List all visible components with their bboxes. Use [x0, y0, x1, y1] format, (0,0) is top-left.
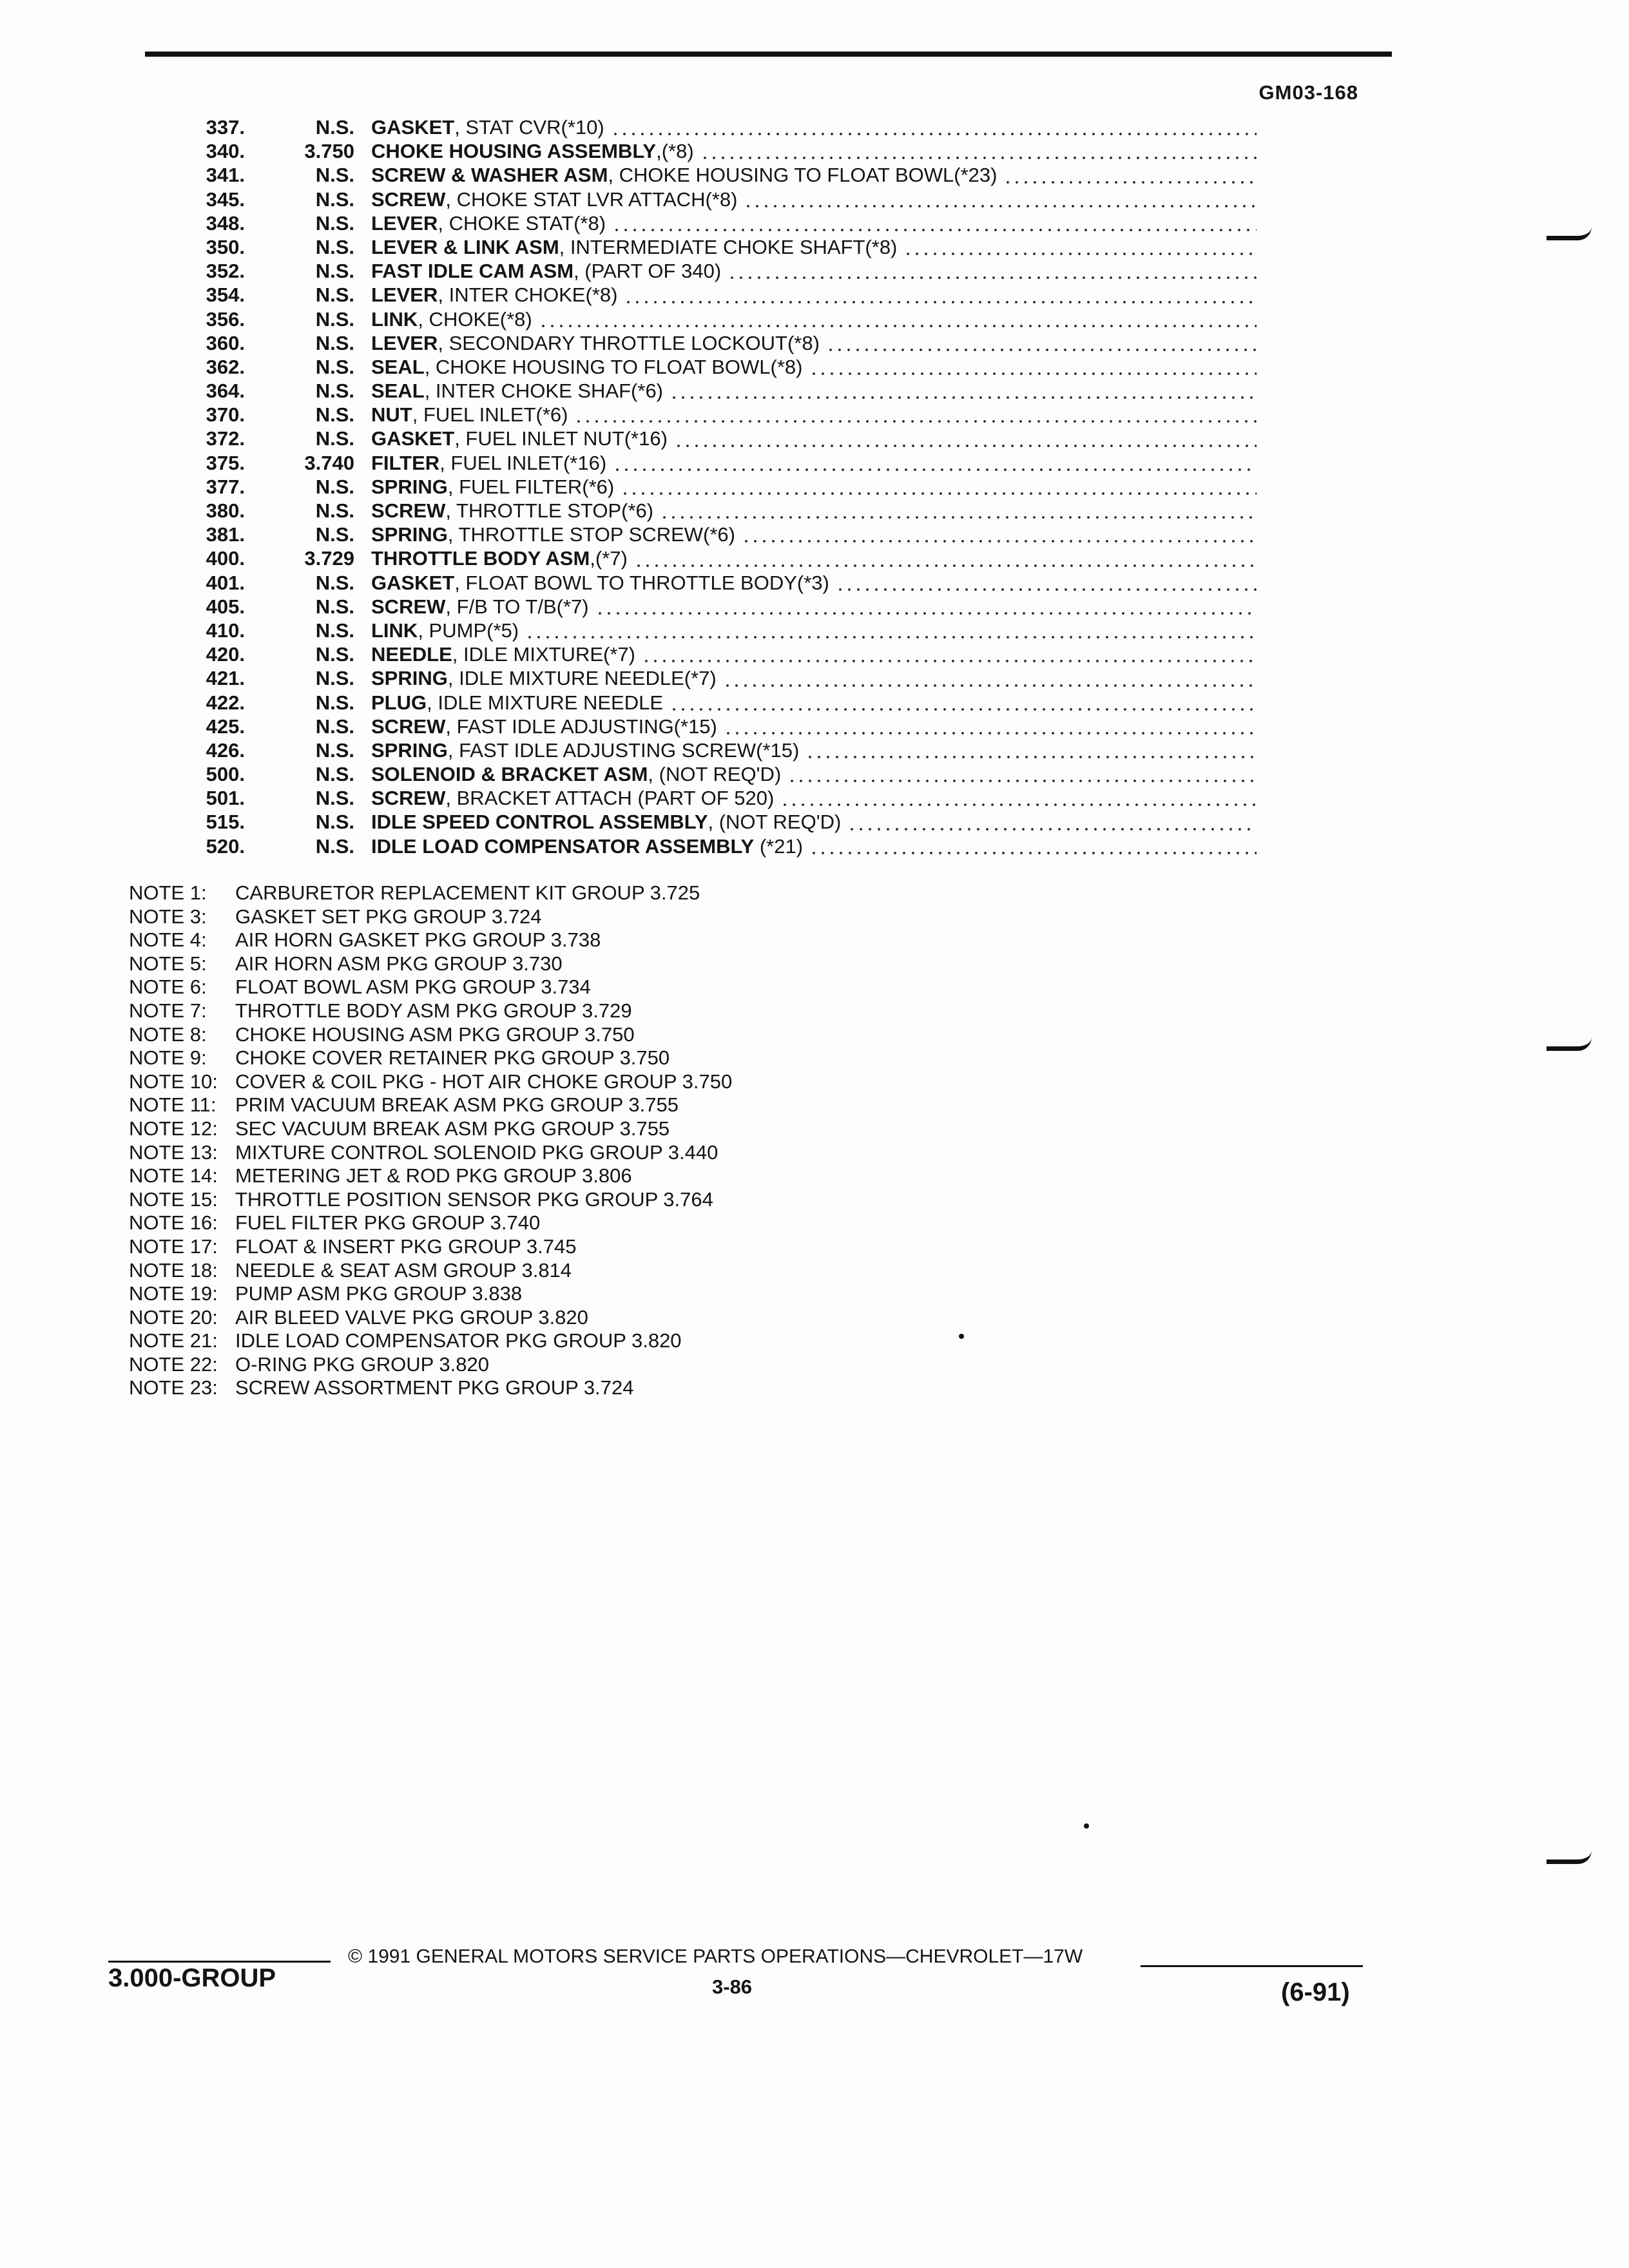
part-group-number: N.S.: [315, 331, 354, 354]
note-row: [129, 1306, 732, 1330]
part-group-number: N.S.: [315, 427, 354, 450]
note-row: [129, 1376, 732, 1400]
part-description: [371, 595, 595, 619]
note-row: [129, 1188, 732, 1212]
dot-leader: [826, 349, 1257, 351]
part-row: [161, 619, 1257, 643]
note-label: NOTE 22:: [129, 1352, 218, 1376]
note-text: SCREW ASSORTMENT PKG GROUP 3.724: [235, 1376, 634, 1399]
note-label: NOTE 21:: [129, 1329, 218, 1352]
part-group-number: N.S.: [315, 619, 354, 642]
note-text: SEC VACUUM BREAK ASM PKG GROUP 3.755: [235, 1117, 670, 1140]
part-description: [371, 643, 642, 666]
note-row: [129, 1211, 732, 1235]
part-description: [371, 260, 728, 283]
dot-leader: [836, 588, 1257, 591]
part-ref-number: 380.: [206, 499, 245, 522]
part-group-number: N.S.: [315, 595, 354, 618]
dot-leader: [809, 372, 1257, 375]
part-detail: , THROTTLE STOP(*6): [445, 499, 654, 522]
part-name: SPRING: [371, 475, 448, 498]
part-row: [161, 763, 1257, 787]
dot-leader: [809, 852, 1257, 854]
part-ref-number: 350.: [206, 235, 245, 258]
part-description: [371, 476, 621, 499]
part-ref-number: 348.: [206, 211, 245, 235]
part-row: [161, 787, 1257, 811]
note-text: CHOKE HOUSING ASM PKG GROUP 3.750: [235, 1023, 635, 1046]
parts-list: [161, 116, 1257, 859]
part-ref-number: 425.: [206, 715, 245, 738]
part-detail: , INTER CHOKE(*8): [438, 284, 618, 307]
dot-leader: [525, 636, 1257, 639]
dot-leader: [674, 445, 1257, 447]
part-group-number: N.S.: [315, 643, 354, 666]
part-detail: , THROTTLE STOP SCREW(*6): [447, 523, 735, 546]
note-row: [129, 1141, 732, 1165]
dot-leader: [780, 803, 1257, 806]
note-row: [129, 1259, 732, 1283]
note-text: PUMP ASM PKG GROUP 3.838: [235, 1282, 523, 1305]
part-ref-number: 354.: [206, 284, 245, 307]
part-ref-number: 356.: [206, 307, 245, 331]
part-name: SCREW: [371, 499, 446, 522]
part-detail: , (PART OF 340): [574, 260, 722, 283]
note-label: NOTE 3:: [129, 905, 207, 928]
footer-group-label: 3.000-GROUP: [108, 1964, 276, 1992]
part-detail: (*21): [754, 834, 804, 858]
dot-leader: [847, 828, 1257, 831]
part-description: [371, 835, 809, 858]
note-label: NOTE 6:: [129, 975, 207, 999]
part-description: [371, 188, 744, 211]
part-name: CHOKE HOUSING ASSEMBLY: [371, 140, 657, 163]
note-label: NOTE 7:: [129, 999, 207, 1022]
part-group-number: N.S.: [315, 355, 354, 378]
dot-leader: [744, 205, 1257, 207]
part-ref-number: 362.: [206, 355, 245, 378]
part-name: SPRING: [371, 738, 448, 762]
note-row: [129, 928, 732, 952]
note-text: CARBURETOR REPLACEMENT KIT GROUP 3.725: [235, 881, 700, 904]
scan-speck: [1084, 1823, 1089, 1829]
note-text: MIXTURE CONTROL SOLENOID PKG GROUP 3.440: [235, 1140, 718, 1164]
part-row: [161, 835, 1257, 859]
note-label: NOTE 16:: [129, 1211, 218, 1235]
note-label: NOTE 5:: [129, 952, 207, 975]
note-label: NOTE 9:: [129, 1046, 207, 1070]
part-detail: , FUEL INLET NUT(*16): [454, 427, 668, 450]
part-ref-number: 400.: [206, 547, 245, 570]
binder-mark: [1547, 1037, 1592, 1051]
part-row: [161, 356, 1257, 380]
part-detail: , FAST IDLE ADJUSTING(*15): [445, 715, 717, 738]
part-description: [371, 332, 826, 355]
part-description: [371, 452, 613, 475]
part-ref-number: 341.: [206, 164, 245, 187]
dot-leader: [642, 660, 1257, 662]
part-description: [371, 356, 809, 379]
part-ref-number: 421.: [206, 667, 245, 690]
note-text: THROTTLE BODY ASM PKG GROUP 3.729: [235, 999, 632, 1022]
part-group-number: 3.750: [304, 140, 354, 163]
part-group-number: N.S.: [315, 571, 354, 594]
part-description: [371, 284, 624, 307]
note-text: FUEL FILTER PKG GROUP 3.740: [235, 1211, 541, 1235]
part-group-number: N.S.: [315, 284, 354, 307]
part-name: GASKET: [371, 571, 455, 594]
part-group-number: N.S.: [315, 834, 354, 858]
note-text: COVER & COIL PKG - HOT AIR CHOKE GROUP 3.750: [235, 1070, 733, 1093]
part-ref-number: 337.: [206, 116, 245, 139]
part-row: [161, 212, 1257, 236]
note-text: FLOAT & INSERT PKG GROUP 3.745: [235, 1235, 577, 1258]
dot-leader: [612, 229, 1257, 231]
part-detail: , FLOAT BOWL TO THROTTLE BODY(*3): [454, 571, 829, 594]
note-row: [129, 1164, 732, 1188]
dot-leader: [903, 253, 1257, 255]
part-detail: , STAT CVR(*10): [454, 116, 604, 139]
dot-leader: [574, 420, 1257, 423]
part-detail: ,(*8): [656, 140, 694, 163]
part-detail: , IDLE MIXTURE NEEDLE(*7): [447, 667, 717, 690]
part-name: FILTER: [371, 451, 440, 474]
part-detail: , INTERMEDIATE CHOKE SHAFT(*8): [559, 235, 898, 258]
part-group-number: N.S.: [315, 164, 354, 187]
part-group-number: N.S.: [315, 523, 354, 546]
part-description: [371, 236, 903, 259]
dot-leader: [700, 157, 1257, 159]
note-label: NOTE 20:: [129, 1305, 218, 1329]
part-group-number: N.S.: [315, 811, 354, 834]
note-row: [129, 999, 732, 1023]
part-description: [371, 427, 674, 450]
part-detail: , CHOKE STAT(*8): [438, 211, 606, 235]
part-description: [371, 212, 612, 235]
part-ref-number: 370.: [206, 403, 245, 427]
part-group-number: N.S.: [315, 260, 354, 283]
part-name: LEVER: [371, 284, 438, 307]
part-row: [161, 667, 1257, 691]
part-detail: , FUEL INLET(*6): [412, 403, 568, 427]
part-description: [371, 547, 634, 570]
part-detail: , PUMP(*5): [418, 619, 519, 642]
part-ref-number: 410.: [206, 619, 245, 642]
part-detail: , FAST IDLE ADJUSTING SCREW(*15): [447, 738, 800, 762]
note-row: [129, 1070, 732, 1094]
part-description: [371, 403, 574, 427]
dot-leader: [670, 396, 1257, 399]
dot-leader: [670, 708, 1257, 711]
part-group-number: N.S.: [315, 499, 354, 522]
part-name: SEAL: [371, 355, 425, 378]
part-description: [371, 691, 670, 715]
note-label: NOTE 15:: [129, 1187, 218, 1211]
part-row: [161, 332, 1257, 356]
note-row: [129, 1235, 732, 1259]
dot-leader: [724, 732, 1257, 735]
note-row: [129, 952, 732, 976]
part-ref-number: 340.: [206, 140, 245, 163]
part-description: [371, 811, 847, 834]
note-label: NOTE 12:: [129, 1117, 218, 1140]
part-row: [161, 499, 1257, 523]
part-ref-number: 381.: [206, 523, 245, 546]
part-detail: , BRACKET ATTACH (PART OF 520): [445, 787, 775, 810]
dot-leader: [723, 684, 1257, 687]
part-row: [161, 427, 1257, 451]
dot-leader: [742, 540, 1257, 543]
note-row: [129, 1353, 732, 1377]
note-row: [129, 881, 732, 905]
note-text: GASKET SET PKG GROUP 3.724: [235, 905, 542, 928]
part-row: [161, 140, 1257, 164]
part-row: [161, 572, 1257, 595]
part-detail: , INTER CHOKE SHAF(*6): [424, 380, 664, 403]
footer-date: (6-91): [1281, 1978, 1350, 2006]
note-text: CHOKE COVER RETAINER PKG GROUP 3.750: [235, 1046, 670, 1070]
part-ref-number: 364.: [206, 380, 245, 403]
part-name: PLUG: [371, 691, 427, 714]
part-detail: , IDLE MIXTURE(*7): [452, 643, 635, 666]
part-row: [161, 691, 1257, 715]
note-text: FLOAT BOWL ASM PKG GROUP 3.734: [235, 975, 591, 999]
part-name: LINK: [371, 619, 418, 642]
part-group-number: N.S.: [315, 187, 354, 211]
part-ref-number: 360.: [206, 331, 245, 354]
part-row: [161, 236, 1257, 260]
part-group-number: N.S.: [315, 667, 354, 690]
part-row: [161, 715, 1257, 739]
note-row: [129, 1329, 732, 1353]
part-name: FAST IDLE CAM ASM: [371, 260, 574, 283]
note-text: AIR HORN GASKET PKG GROUP 3.738: [235, 928, 601, 952]
part-name: SCREW: [371, 787, 446, 810]
part-description: [371, 667, 723, 690]
part-name: SCREW: [371, 595, 446, 618]
dot-leader: [539, 325, 1257, 327]
part-row: [161, 164, 1257, 187]
scan-speck: [959, 1334, 964, 1339]
part-description: [371, 116, 611, 139]
footer-copyright: © 1991 GENERAL MOTORS SERVICE PARTS OPERATIONS—CHEVROLET—17W: [348, 1946, 1083, 1967]
part-name: SCREW: [371, 187, 446, 211]
part-detail: , F/B TO T/B(*7): [445, 595, 589, 618]
part-group-number: N.S.: [315, 738, 354, 762]
part-row: [161, 188, 1257, 212]
part-description: [371, 308, 539, 331]
part-name: THROTTLE BODY ASM: [371, 547, 590, 570]
dot-leader: [660, 516, 1257, 519]
part-name: SCREW & WASHER ASM: [371, 164, 608, 187]
binder-mark: [1547, 1850, 1592, 1864]
part-description: [371, 523, 742, 546]
dot-leader: [624, 301, 1257, 303]
part-detail: ,(*7): [590, 547, 628, 570]
note-label: NOTE 14:: [129, 1164, 218, 1187]
part-row: [161, 308, 1257, 332]
dot-leader: [634, 564, 1257, 567]
part-description: [371, 164, 1003, 187]
note-row: [129, 1023, 732, 1047]
part-ref-number: 520.: [206, 834, 245, 858]
part-row: [161, 739, 1257, 763]
note-label: NOTE 11:: [129, 1093, 217, 1117]
part-name: LEVER: [371, 211, 438, 235]
part-name: SEAL: [371, 380, 425, 403]
part-detail: , FUEL INLET(*16): [439, 451, 607, 474]
part-group-number: N.S.: [315, 787, 354, 810]
note-label: NOTE 18:: [129, 1258, 218, 1282]
dot-leader: [595, 612, 1257, 615]
note-label: NOTE 17:: [129, 1235, 218, 1258]
part-detail: , (NOT REQ'D): [648, 763, 782, 786]
part-group-number: 3.740: [304, 451, 354, 474]
part-ref-number: 405.: [206, 595, 245, 618]
dot-leader: [728, 276, 1257, 279]
part-row: [161, 523, 1257, 547]
part-group-number: N.S.: [315, 380, 354, 403]
part-name: IDLE SPEED CONTROL ASSEMBLY: [371, 811, 708, 834]
part-detail: , SECONDARY THROTTLE LOCKOUT(*8): [438, 331, 820, 354]
part-detail: , IDLE MIXTURE NEEDLE: [427, 691, 664, 714]
dot-leader: [611, 133, 1257, 135]
part-description: [371, 715, 724, 738]
note-label: NOTE 8:: [129, 1023, 207, 1046]
part-ref-number: 426.: [206, 738, 245, 762]
part-row: [161, 476, 1257, 499]
part-row: [161, 811, 1257, 834]
part-row: [161, 547, 1257, 571]
part-ref-number: 352.: [206, 260, 245, 283]
part-description: [371, 140, 700, 163]
footer-rule-right: [1141, 1965, 1363, 1967]
part-description: [371, 572, 836, 595]
part-ref-number: 501.: [206, 787, 245, 810]
top-rule: [145, 52, 1392, 57]
part-group-number: N.S.: [315, 715, 354, 738]
part-ref-number: 420.: [206, 643, 245, 666]
part-name: SOLENOID & BRACKET ASM: [371, 763, 648, 786]
note-text: PRIM VACUUM BREAK ASM PKG GROUP 3.755: [235, 1093, 679, 1117]
dot-leader: [1003, 181, 1257, 184]
note-label: NOTE 10:: [129, 1070, 218, 1093]
part-group-number: N.S.: [315, 403, 354, 427]
part-row: [161, 595, 1257, 619]
note-row: [129, 1117, 732, 1141]
dot-leader: [805, 756, 1257, 758]
part-group-number: N.S.: [315, 307, 354, 331]
dot-leader: [613, 468, 1257, 471]
part-ref-number: 401.: [206, 571, 245, 594]
part-name: NUT: [371, 403, 412, 427]
part-name: SPRING: [371, 667, 448, 690]
document-code: GM03-168: [1258, 81, 1358, 104]
part-ref-number: 422.: [206, 691, 245, 714]
note-text: THROTTLE POSITION SENSOR PKG GROUP 3.764: [235, 1187, 713, 1211]
part-description: [371, 499, 660, 523]
part-detail: , CHOKE HOUSING TO FLOAT BOWL(*23): [608, 164, 998, 187]
part-row: [161, 260, 1257, 284]
part-detail: , (NOT REQ'D): [708, 811, 842, 834]
part-description: [371, 380, 670, 403]
part-description: [371, 619, 525, 642]
part-group-number: N.S.: [315, 235, 354, 258]
dot-leader: [787, 780, 1257, 782]
part-description: [371, 739, 805, 762]
part-name: LEVER & LINK ASM: [371, 235, 559, 258]
footer-page-number: 3-86: [712, 1975, 753, 1998]
part-name: IDLE LOAD COMPENSATOR ASSEMBLY: [371, 834, 755, 858]
part-ref-number: 345.: [206, 187, 245, 211]
part-ref-number: 500.: [206, 763, 245, 786]
part-row: [161, 116, 1257, 140]
part-name: GASKET: [371, 116, 455, 139]
part-name: LEVER: [371, 331, 438, 354]
part-name: SPRING: [371, 523, 448, 546]
note-text: AIR BLEED VALVE PKG GROUP 3.820: [235, 1305, 588, 1329]
note-label: NOTE 4:: [129, 928, 207, 952]
part-ref-number: 515.: [206, 811, 245, 834]
part-group-number: N.S.: [315, 211, 354, 235]
note-row: [129, 1093, 732, 1117]
part-detail: , CHOKE STAT LVR ATTACH(*8): [445, 187, 738, 211]
part-description: [371, 787, 780, 810]
note-text: AIR HORN ASM PKG GROUP 3.730: [235, 952, 563, 975]
note-row: [129, 975, 732, 999]
note-row: [129, 1282, 732, 1306]
part-name: SCREW: [371, 715, 446, 738]
part-row: [161, 452, 1257, 476]
note-text: METERING JET & ROD PKG GROUP 3.806: [235, 1164, 632, 1187]
note-label: NOTE 13:: [129, 1140, 218, 1164]
part-name: GASKET: [371, 427, 455, 450]
part-group-number: N.S.: [315, 475, 354, 498]
part-ref-number: 377.: [206, 475, 245, 498]
part-row: [161, 403, 1257, 427]
part-group-number: N.S.: [315, 691, 354, 714]
dot-leader: [621, 492, 1257, 495]
part-name: LINK: [371, 307, 418, 331]
part-row: [161, 380, 1257, 403]
note-text: O-RING PKG GROUP 3.820: [235, 1352, 489, 1376]
note-label: NOTE 23:: [129, 1376, 218, 1399]
part-row: [161, 643, 1257, 667]
footer-rule-left: [108, 1961, 331, 1963]
notes-list: [129, 881, 732, 1400]
part-detail: , FUEL FILTER(*6): [447, 475, 615, 498]
part-ref-number: 372.: [206, 427, 245, 450]
note-label: NOTE 19:: [129, 1282, 218, 1305]
part-name: NEEDLE: [371, 643, 452, 666]
part-row: [161, 284, 1257, 307]
note-row: [129, 1046, 732, 1070]
part-group-number: 3.729: [304, 547, 354, 570]
part-detail: , CHOKE HOUSING TO FLOAT BOWL(*8): [424, 355, 803, 378]
part-group-number: N.S.: [315, 116, 354, 139]
note-label: NOTE 1:: [129, 881, 207, 904]
note-row: [129, 905, 732, 929]
binder-mark: [1547, 227, 1592, 240]
part-description: [371, 763, 787, 786]
part-group-number: N.S.: [315, 763, 354, 786]
note-text: IDLE LOAD COMPENSATOR PKG GROUP 3.820: [235, 1329, 682, 1352]
note-text: NEEDLE & SEAT ASM GROUP 3.814: [235, 1258, 572, 1282]
part-detail: , CHOKE(*8): [418, 307, 532, 331]
part-ref-number: 375.: [206, 451, 245, 474]
